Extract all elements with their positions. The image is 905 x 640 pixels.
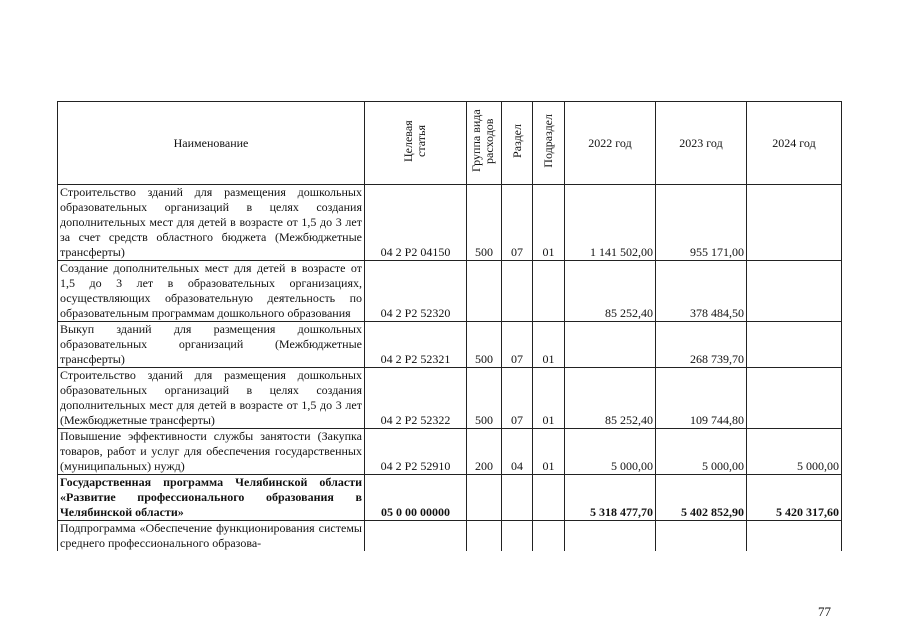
cell-y2024 — [747, 261, 842, 322]
table-row — [58, 475, 842, 521]
budget-table — [57, 101, 842, 551]
cell-target: 04 2 P2 04150 — [365, 185, 467, 261]
cell-subsection: 01 — [533, 322, 565, 368]
cell-target: 04 2 P2 52321 — [365, 322, 467, 368]
cell-target — [365, 521, 467, 552]
cell-y2024 — [747, 322, 842, 368]
table-row — [58, 185, 842, 261]
cell-y2023: 5 402 852,90 — [656, 475, 747, 521]
cell-y2023: 268 739,70 — [656, 322, 747, 368]
cell-y2024 — [747, 368, 842, 429]
header-group: Группа вида расходов — [467, 102, 502, 185]
cell-subsection — [533, 261, 565, 322]
cell-y2022: 1 141 502,00 — [565, 185, 656, 261]
table-row — [58, 261, 842, 322]
cell-target: 05 0 00 00000 — [365, 475, 467, 521]
cell-y2022: 5 318 477,70 — [565, 475, 656, 521]
cell-subsection: 01 — [533, 368, 565, 429]
cell-group: 500 — [467, 368, 502, 429]
cell-y2023: 378 484,50 — [656, 261, 747, 322]
header-target: Целевая статья — [365, 102, 467, 185]
cell-subsection — [533, 521, 565, 552]
cell-name: Государственная программа Челябинской области «Развитие профессионального образования в Челябинской области» — [58, 475, 365, 521]
cell-y2024 — [747, 185, 842, 261]
cell-y2023: 5 000,00 — [656, 429, 747, 475]
cell-section: 07 — [502, 185, 533, 261]
cell-target: 04 2 P2 52910 — [365, 429, 467, 475]
cell-y2022 — [565, 521, 656, 552]
cell-y2023: 955 171,00 — [656, 185, 747, 261]
cell-group: 500 — [467, 322, 502, 368]
cell-y2022: 85 252,40 — [565, 261, 656, 322]
cell-name: Повышение эффективности службы занятости (Закупка товаров, работ и услуг для обеспечения государственных (муниципальных) нужд) — [58, 429, 365, 475]
cell-section: 07 — [502, 322, 533, 368]
cell-name: Выкуп зданий для размещения дошкольных образовательных организаций (Межбюджетные трансферты) — [58, 322, 365, 368]
cell-section — [502, 521, 533, 552]
table-row — [58, 429, 842, 475]
cell-y2022: 85 252,40 — [565, 368, 656, 429]
table-row — [58, 368, 842, 429]
cell-group — [467, 261, 502, 322]
cell-section — [502, 261, 533, 322]
cell-section: 07 — [502, 368, 533, 429]
cell-y2024 — [747, 521, 842, 552]
cell-name: Создание дополнительных мест для детей в возрасте от 1,5 до 3 лет в образовательных организациях, осуществляющих образовательную деятельность по образовательным программам дошкольного образования — [58, 261, 365, 322]
cell-y2022 — [565, 322, 656, 368]
cell-name: Подпрограмма «Обеспечение функционирования системы среднего профессионального образова- — [58, 521, 365, 552]
cell-group — [467, 521, 502, 552]
cell-name: Строительство зданий для размещения дошкольных образовательных организаций в целях создания дополнительных мест для детей в возрасте от 1,5 до 3 лет за счет средств областного бюджета (Межбюджетные трансферты) — [58, 185, 365, 261]
header-section: Раздел — [502, 102, 533, 185]
cell-name: Строительство зданий для размещения дошкольных образовательных организаций в целях создания дополнительных мест для детей в возрасте от 1,5 до 3 лет (Межбюджетные трансферты) — [58, 368, 365, 429]
cell-target: 04 2 P2 52322 — [365, 368, 467, 429]
cell-target: 04 2 P2 52320 — [365, 261, 467, 322]
table-row — [58, 521, 842, 552]
header-2022: 2022 год — [565, 102, 656, 185]
cell-group: 200 — [467, 429, 502, 475]
table-body — [58, 185, 842, 552]
header-2023: 2023 год — [656, 102, 747, 185]
cell-subsection: 01 — [533, 429, 565, 475]
header-2024: 2024 год — [747, 102, 842, 185]
cell-section — [502, 475, 533, 521]
cell-section: 04 — [502, 429, 533, 475]
header-subsection: Подраздел — [533, 102, 565, 185]
cell-y2024: 5 420 317,60 — [747, 475, 842, 521]
cell-group — [467, 475, 502, 521]
cell-y2023 — [656, 521, 747, 552]
page-number: 77 — [818, 604, 831, 619]
header-name: Наименование — [58, 102, 365, 185]
cell-y2023: 109 744,80 — [656, 368, 747, 429]
cell-subsection: 01 — [533, 185, 565, 261]
cell-group: 500 — [467, 185, 502, 261]
cell-y2022: 5 000,00 — [565, 429, 656, 475]
table-header-row — [58, 102, 842, 185]
table-row — [58, 322, 842, 368]
cell-subsection — [533, 475, 565, 521]
cell-y2024: 5 000,00 — [747, 429, 842, 475]
